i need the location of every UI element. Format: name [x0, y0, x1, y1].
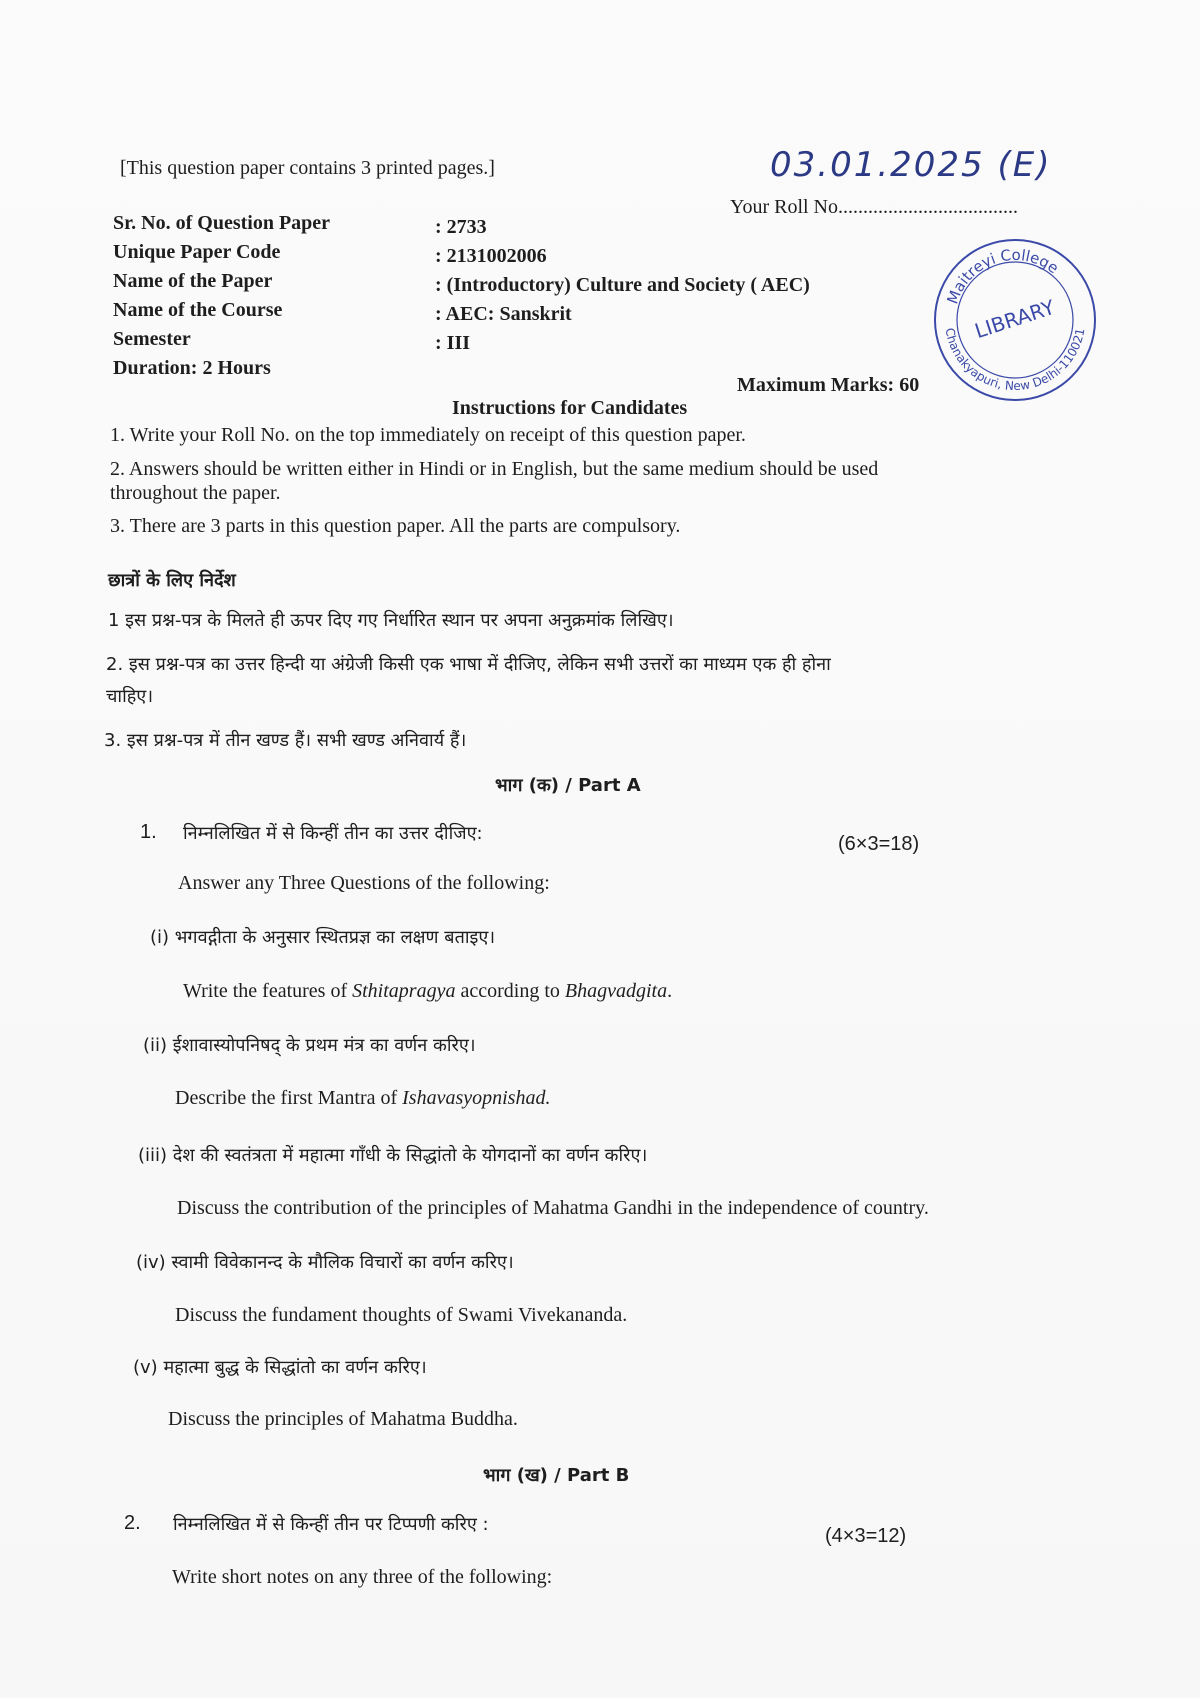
meta-label: Unique Paper Code: [113, 241, 281, 263]
sub-question-i: [150, 925, 495, 949]
stamp-top-text: Maitreyi College: [943, 245, 1063, 307]
question-english: Answer any Three Questions of the following:: [178, 872, 550, 894]
question-hindi: निम्नलिखित में से किन्हीं तीन पर टिप्पणी करिए :: [173, 1514, 489, 1535]
hindi-instruction-item: चाहिए।: [106, 686, 154, 707]
meta-label: Duration: 2 Hours: [113, 357, 271, 379]
meta-label: Semester: [113, 328, 191, 350]
library-stamp: [930, 235, 1100, 405]
sub-question-number: (iii): [138, 1145, 168, 1166]
sub-question-number: (iv): [136, 1252, 166, 1273]
question-hindi: निम्नलिखित में से किन्हीं तीन का उत्तर दीजिए:: [183, 823, 483, 844]
pages-note: [This question paper contains 3 printed pages.]: [120, 157, 495, 179]
sub-question-number: (ii): [143, 1035, 168, 1056]
sub-question-iv-english: Discuss the fundament thoughts of Swami Vivekananda.: [175, 1304, 628, 1326]
question-number: 1.: [140, 821, 157, 843]
maximum-marks: Maximum Marks: 60: [737, 374, 920, 396]
meta-label: Name of the Paper: [113, 270, 273, 292]
question-number: 2.: [124, 1512, 141, 1534]
hindi-instructions-title: छात्रों के लिए निर्देश: [108, 570, 236, 591]
paper-meta-values: [435, 213, 810, 358]
roll-no-field: Your Roll No....................................: [730, 196, 1018, 218]
stamp-center-text: LIBRARY: [971, 294, 1058, 344]
part-b-heading: भाग (ख) / Part B: [483, 1465, 630, 1486]
meta-value: : (Introductory) Culture and Society ( AEC): [435, 274, 810, 296]
sub-question-hindi: ईशावास्योपनिषद् के प्रथम मंत्र का वर्णन करिए।: [172, 1035, 476, 1056]
sub-question-v-english: Discuss the principles of Mahatma Buddha.: [168, 1408, 518, 1430]
sub-question-iv: [136, 1250, 514, 1274]
meta-value: : 2733: [435, 216, 487, 238]
sub-question-hindi: देश की स्वतंत्रता में महात्मा गाँधी के सिद्धांतो के योगदानों का वर्णन करिए।: [172, 1145, 648, 1166]
question-english: Write short notes on any three of the following:: [172, 1566, 553, 1588]
sub-question-v: [133, 1355, 427, 1379]
stamp-bottom-text: Chanakyapuri, New Delhi-110021: [942, 326, 1088, 394]
meta-value: : AEC: Sanskrit: [435, 303, 572, 325]
sub-question-hindi: भगवद्गीता के अनुसार स्थितप्रज्ञ का लक्षण बताइए।: [174, 927, 496, 948]
sub-question-hindi: स्वामी विवेकानन्द के मौलिक विचारों का वर्णन करिए।: [171, 1252, 514, 1273]
sub-question-ii-english: Describe the first Mantra of Ishavasyopnishad.: [175, 1087, 551, 1109]
instruction-item: 1. Write your Roll No. on the top immediately on receipt of this question paper.: [110, 424, 746, 446]
hindi-instruction-item: 1 इस प्रश्न-पत्र के मिलते ही ऊपर दिए गए निर्धारित स्थान पर अपना अनुक्रमांक लिखिए।: [108, 610, 674, 631]
instruction-item: 2. Answers should be written either in Hindi or in English, but the same medium should be used: [110, 458, 879, 480]
hindi-instruction-item: 2. इस प्रश्न-पत्र का उत्तर हिन्दी या अंग्रेजी किसी एक भाषा में दीजिए, लेकिन सभी उत्तरों का माध्यम एक ही होना: [106, 654, 831, 675]
instruction-item: throughout the paper.: [110, 482, 281, 504]
sub-question-number: (v): [133, 1357, 158, 1378]
sub-question-iii: [138, 1143, 647, 1167]
meta-label: Name of the Course: [113, 299, 283, 321]
paper-meta-labels: [113, 209, 330, 383]
sub-question-ii: [143, 1033, 476, 1057]
sub-question-iii-english: Discuss the contribution of the principles of Mahatma Gandhi in the independence of country.: [177, 1197, 929, 1219]
meta-value: : III: [435, 332, 471, 354]
sub-question-number: (i): [150, 927, 170, 948]
instructions-title: Instructions for Candidates: [452, 397, 688, 419]
handwritten-date: 03.01.2025 (E): [770, 145, 1052, 185]
part-a-heading: भाग (क) / Part A: [495, 775, 641, 796]
sub-question-i-english: Write the features of Sthitapragya according to Bhagvadgita.: [183, 980, 673, 1002]
hindi-instruction-item: 3. इस प्रश्न-पत्र में तीन खण्ड हैं। सभी खण्ड अनिवार्य हैं।: [104, 730, 467, 751]
meta-value: : 2131002006: [435, 245, 547, 267]
question-marks: (6×3=18): [838, 833, 920, 855]
sub-question-hindi: महात्मा बुद्ध के सिद्धांतो का वर्णन करिए।: [163, 1357, 427, 1378]
instruction-item: 3. There are 3 parts in this question paper. All the parts are compulsory.: [110, 515, 681, 537]
meta-label: Sr. No. of Question Paper: [113, 212, 331, 234]
question-marks: (4×3=12): [825, 1525, 907, 1547]
